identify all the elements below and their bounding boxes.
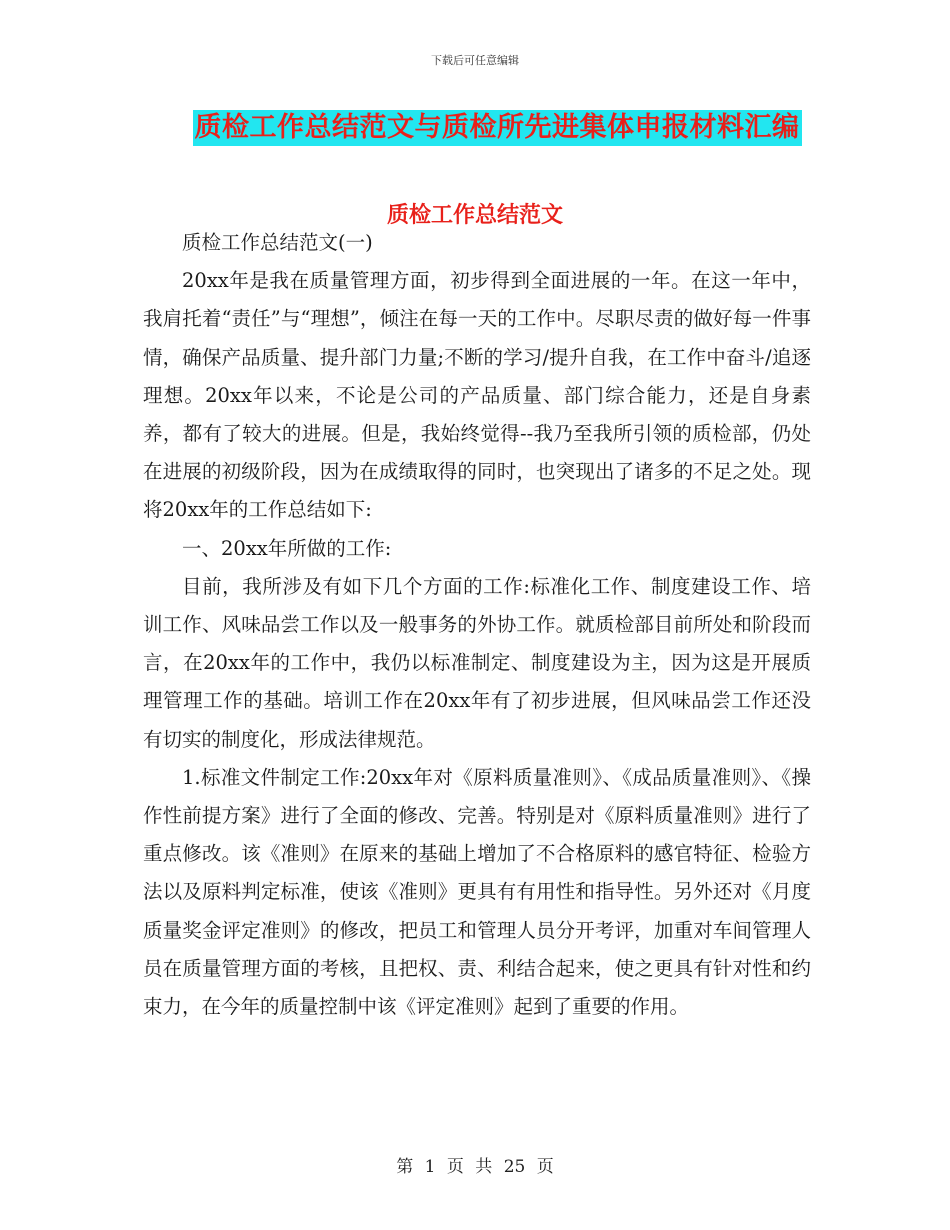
section-title: 质检工作总结范文: [386, 203, 563, 228]
header-note: 下载后可任意编辑: [431, 54, 519, 67]
document-title-container: [0, 110, 950, 146]
page-footer: 第 1 页 共 25 页: [396, 1157, 554, 1177]
document-body: [143, 224, 811, 1026]
paragraph-heading-1: 一、20xx年所做的工作:: [182, 536, 392, 560]
paragraph-subtitle: 质检工作总结范文(一): [182, 231, 373, 254]
paragraph-work-overview: 目前，我所涉及有如下几个方面的工作:标准化工作、制度建设工作、培训工作、风味品尝工作以及一般事务的外协工作。就质检部目前所处和阶段而言，在20xx年的工作中，我仍以标准制定、制度建设为主，因为这是开展质理管理工作的基础。培训工作在20xx年有了初步进展，但风味品尝工作还没有切实的制度化，形成法律规范。: [143, 574, 811, 751]
paragraph-standards: 1.标准文件制定工作:20xx年对《原料质量准则》、《成品质量准则》、《操作性前提方案》进行了全面的修改、完善。特别是对《原料质量准则》进行了重点修改。该《准则》在原来的基础上增加了不合格原料的感官特征、检验方法以及原料判定标准，使该《准则》更具有有用性和指导性。另外还对《月度质量奖金评定准则》的修改，把员工和管理人员分开考评，加重对车间管理人员在质量管理方面的考核，且把权、责、利结合起来，使之更具有针对性和约束力，在今年的质量控制中该《评定准则》起到了重要的作用。: [143, 765, 811, 1019]
paragraph-intro: 20xx年是我在质量管理方面，初步得到全面进展的一年。在这一年中，我肩托着“责任”与“理想”，倾注在每一天的工作中。尽职尽责的做好每一件事情，确保产品质量、提升部门力量;不断的学习/提升自我，在工作中奋斗/追逐理想。20xx年以来，不论是公司的产品质量、部门综合能力，还是自身素养，都有了较大的进展。但是，我始终觉得--我乃至我所引领的质检部，仍处在进展的初级阶段，因为在成绩取得的同时，也突现出了诸多的不足之处。现将20xx年的工作总结如下:: [143, 269, 811, 522]
document-title: 质检工作总结范文与质检所先进集体申报材料汇编: [193, 110, 802, 146]
